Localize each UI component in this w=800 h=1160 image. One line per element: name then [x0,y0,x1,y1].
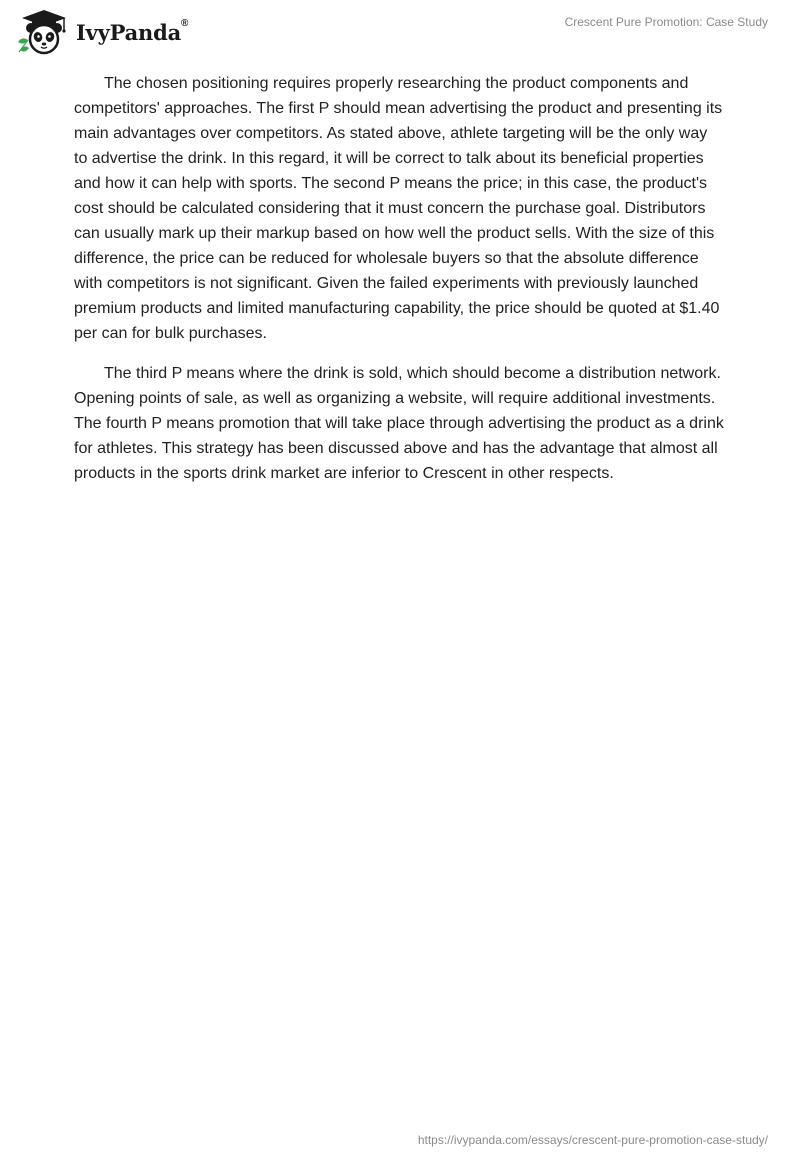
brand-name-text: IvyPanda [76,19,182,45]
document-title: Crescent Pure Promotion: Case Study [564,15,768,29]
registered-mark: ® [181,17,189,29]
brand-logo[interactable] [14,8,188,56]
paragraph-2: The third P means where the drink is sold, which should become a distribution network. Opening points of sale, as well as organizing a website, will require additional investments. The fourth P means promotion that will take place through advertising the product as a drink for athletes. This strategy has been discussed above and has the advantage that almost all products in the sports drink market are inferior to Crescent in other respects. [74,365,724,482]
paragraph-1: The chosen positioning requires properly researching the product components and competitors' approaches. The first P should mean advertising the product and presenting its main advantages over competitors. As stated above, athlete targeting will be the only way to advertise the drink. In this regard, it will be correct to talk about its beneficial properties and how it can help with sports. The second P means the price; in this case, the product's cost should be calculated considering that it must concern the purchase goal. Distributors can usually mark up their markup based on how well the product sells. With the size of this difference, the price can be reduced for wholesale buyers so that the absolute difference with competitors is not significant. Given the failed experiments with previously launched premium products and limited manufacturing capability, the price should be quoted at $1.40 per can for bulk purchases. [74,75,723,342]
source-url[interactable]: https://ivypanda.com/essays/crescent-pure-promotion-case-study/ [417,1133,768,1147]
essay-body [74,71,724,501]
panda-graduate-icon [14,8,74,56]
brand-name [76,17,189,45]
page-header [0,0,800,60]
